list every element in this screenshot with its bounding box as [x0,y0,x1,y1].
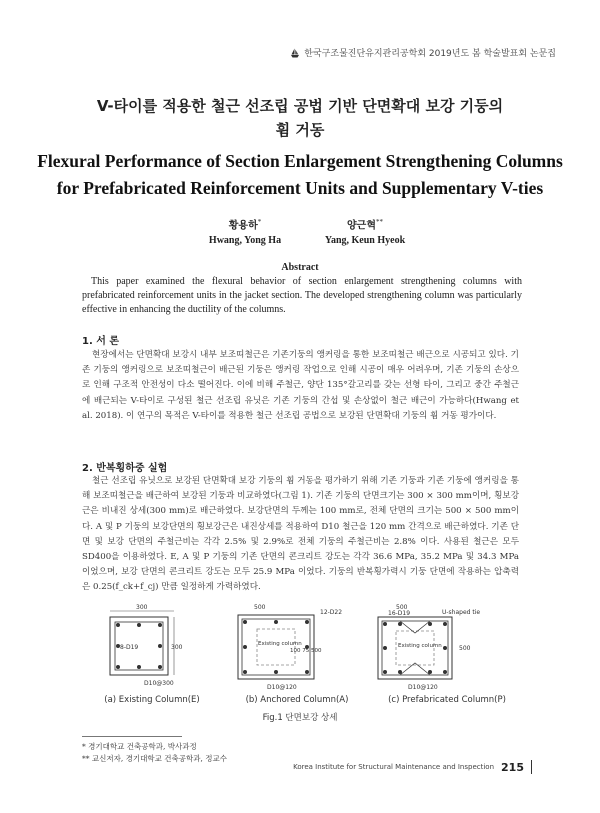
a-dim-side: 300 [171,644,183,651]
section-2-body [82,474,519,596]
b-inner-label: Existing column [258,641,302,647]
figure-caption: Fig.1 단면보강 상세 [262,713,338,723]
footer-text: Korea Institute for Structural Maintenance and Inspection [293,763,495,771]
abstract-body [82,275,522,317]
author-2-mark: ** [375,218,383,226]
abstract-text: This paper examined the flexural behavior of section enlargement strengthening columns with prefabricated reinforcement units in the jacket section. The developed strengthening column was particularly effective in enhancing the ductility of the columns. [82,276,522,315]
c-dim-top: 500 [396,604,408,611]
section-1-text: 현장에서는 단면확대 보강시 내부 보조띠철근은 기존기둥의 앵커링을 통한 보조띠철근 배근으로 시공되고 있다. 기존 기둥의 앵커링으로 보조띠철근이 배근된 기둥은 앵커링 작업으로 인해 시공이 매우 어려우며, 기존 기둥의 손상으로 인해 구조적 안전성이 다소 떨어진다. 이에 비해 주철근, 양단 135°갈고리를 갖는 선형 타이, 그리고 중간 주철근에 배근되는 V-타이로 구성된 철근 선조립 유닛은 기존 기둥의 간섭 및 손상없이 철근 배근이 가능하다(Hwang et al. 2018). 이 연구의 목적은 V-타이를 적용한 철근 선조립 공법으로 보강된 단면확대 기둥의 휨 거동 평가이다. [82,350,519,421]
author-1-ko: 황용하 [228,220,258,232]
c-tie-label: U-shaped tie [442,609,481,616]
figure-1-drawings [82,603,519,703]
author-1 [185,215,305,248]
figure-1 [82,597,519,717]
existing-column-section [110,604,183,687]
english-title-line2: for Prefabricated Reinforcement Units and Supplementary V-ties [56,178,544,198]
prefabricated-column-section [378,604,480,691]
section-1-body [82,348,519,424]
c-tie: D10@120 [408,684,438,691]
korean-title-line1: V-타이를 적용한 철근 선조립 공법 기반 단면확대 보강 기둥의 [96,97,504,115]
footer-divider [531,760,532,774]
c-inner-label: Existing column [398,643,442,649]
korean-title-line2: 휨 거동 [275,121,325,139]
anchored-column-section [238,604,342,691]
page-footer [293,760,532,774]
abstract-heading: Abstract [281,262,319,273]
english-title [0,148,600,202]
korean-title [0,94,600,142]
subcaption-b: (b) Anchored Column(A) [245,695,349,705]
section-1-heading: 1. 서 론 [82,336,120,347]
footnote-1: * 경기대학교 건축공학과, 박사과정 [82,742,197,751]
author-1-mark: * [257,218,262,226]
b-dim-mid: 100 75 500 [290,648,322,654]
author-2 [305,215,425,248]
author-2-en: Yang, Keun Hyeok [324,235,406,247]
b-dim-top: 500 [254,604,266,611]
a-tie-label: D10@300 [144,680,174,687]
header-text: 한국구조물진단유지관리공학회 2019년도 봄 학술발표회 논문집 [304,49,556,59]
footnote-rule [82,736,182,737]
subcaption-c: (c) Prefabricated Column(P) [388,695,506,705]
author-2-ko: 양근혁 [347,220,376,232]
c-dim-side: 500 [459,645,471,652]
ship-icon [290,48,300,58]
page-number: 215 [501,760,524,774]
section-2-heading: 2. 반복횡하중 실험 [82,463,168,474]
b-tie-label: D10@120 [267,684,297,691]
footnote-2: ** 교신저자, 경기대학교 건축공학과, 정교수 [82,754,227,763]
section-2-text: 철근 선조립 유닛으로 보강된 단면확대 보강 기둥의 휨 거동을 평가하기 위해 기존 기둥과 기존 기둥에 앵커링을 통해 보조띠철근을 배근하여 보강된 기둥과 비교하였다(그림 1). 기존 기둥의 단면크기는 300 × 300 mm이며, 횡보강근은 비내진 상세(300 mm)로 배근하였다. 보강단면의 두께는 100 mm로, 전체 단면의 크기는 500 × 500 mm이다. A 및 P 기둥의 보강단면의 횡보강근은 내진상세를 적용하여 D10 철근을 120 mm 간격으로 배근하였다. 기존 단면 및 보강 단면의 주철근비는 각각 2.5% 및 2.9%로 전체 기둥의 주철근비는 2.8% 이다. 사용된 철근은 모두 SD400을 이용하였다. E, A 및 P 기둥의 기존 단면의 콘크리트 강도는 각각 36.6 MPa, 35.2 MPa 및 34.3 MPa 이었으며, 보강 단면의 콘크리트 강도는 모두 25.9 MPa 이었다. 기둥의 반복횡가력시 기둥 단면에 작용하는 압축력은 0.25(f_ck+f_cj) 만큼 일정하게 가력하였다. [82,476,519,593]
a-bars-label: 8-D19 [120,644,139,651]
subcaption-a: (a) Existing Column(E) [104,695,200,705]
b-bars-label: 12-D22 [320,609,343,616]
a-dim-top: 300 [136,604,148,611]
english-title-line1: Flexural Performance of Section Enlargement Strengthening Columns [37,151,563,171]
author-1-en: Hwang, Yong Ha [208,235,282,247]
c-bars-label: 16-D19 [388,610,411,617]
journal-header [290,46,556,59]
